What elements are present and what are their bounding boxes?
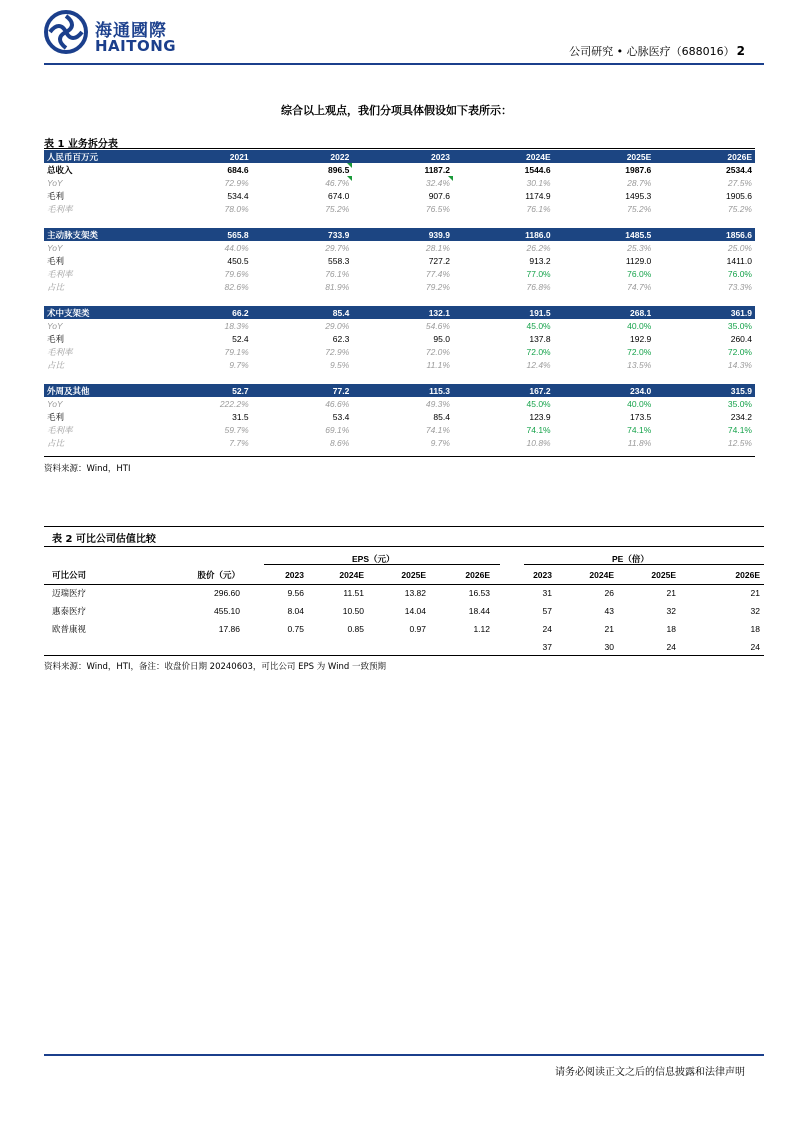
logo-english-name: HAITONG (95, 37, 177, 55)
table-cell: 76.0% (627, 268, 652, 279)
table-cell: 40.0% (627, 398, 652, 409)
table-row (44, 384, 755, 397)
table-cell: 24 (750, 642, 760, 652)
table-cell: 30 (604, 642, 614, 652)
table-cell: 35.0% (727, 398, 752, 409)
table-row (44, 150, 755, 163)
table-cell: 79.6% (224, 268, 249, 279)
table-cell: 76.0% (727, 268, 752, 279)
table-cell: 684.6 (227, 164, 249, 175)
table-cell: 674.0 (328, 190, 350, 201)
table-row (44, 436, 755, 449)
table-row (44, 189, 755, 202)
table-cell: 16.53 (468, 588, 490, 598)
haitong-emblem-icon (44, 10, 88, 54)
table-cell: 28.7% (627, 177, 652, 188)
page-number: 2 (736, 44, 745, 58)
table-cell: 234.2 (730, 411, 752, 422)
table-cell: 123.9 (529, 411, 551, 422)
table-cell: 132.1 (352, 306, 453, 319)
table-cell: 1495.3 (625, 190, 652, 201)
table-cell: 85.4 (433, 411, 450, 422)
table-cell: 0.97 (409, 624, 426, 634)
table-cell: 191.5 (453, 306, 554, 319)
table-cell: 10.50 (342, 606, 364, 616)
table-cell: 2024E (453, 150, 554, 163)
table-cell: 26 (604, 588, 614, 598)
table-cell: 76.1% (526, 203, 551, 214)
table-cell: 173.5 (630, 411, 652, 422)
row-label: YoY (47, 320, 63, 331)
table-cell: 66.2 (151, 306, 252, 319)
table-row (44, 566, 764, 584)
table-cell: 939.9 (352, 228, 453, 241)
table-cell: 192.9 (630, 333, 652, 344)
table-cell: 450.5 (227, 255, 249, 266)
table-cell: 46.7% (252, 176, 353, 189)
table-cell: 21 (750, 588, 760, 598)
table-row (44, 306, 755, 319)
table-cell: 268.1 (554, 306, 655, 319)
table-cell: 296.60 (214, 588, 240, 598)
row-label: 术中支架类 (44, 306, 151, 319)
table-cell: 733.9 (252, 228, 353, 241)
table-cell: 315.9 (654, 384, 755, 397)
company-name: 可比公司 (52, 570, 87, 580)
table-cell: 2024E (339, 570, 364, 580)
table-cell (308, 638, 368, 656)
table-cell: 1186.0 (453, 228, 554, 241)
table-cell: 9.7% (430, 437, 450, 448)
table1-title: 表 1 业务拆分表 (44, 139, 118, 150)
table-cell: 1987.6 (625, 164, 652, 175)
row-label: YoY (47, 177, 63, 188)
table1-source: 资料来源：Wind，HTI (44, 464, 131, 474)
table-cell: 9.7% (229, 359, 249, 370)
table-cell: 75.2% (727, 203, 752, 214)
table-row (44, 241, 755, 254)
table-row (44, 163, 755, 176)
table-cell: 77.0% (526, 268, 551, 279)
table-cell: 2025E (651, 570, 676, 580)
row-label: 毛利率 (47, 424, 73, 435)
table-cell: 14.04 (404, 606, 426, 616)
table-cell: 31 (542, 588, 552, 598)
table-cell (430, 638, 494, 656)
table-cell: 1485.5 (554, 228, 655, 241)
table-cell: 534.4 (227, 190, 249, 201)
company-name: 迈瑞医疗 (52, 588, 87, 598)
table-cell: 1544.6 (524, 164, 551, 175)
row-label: YoY (47, 398, 63, 409)
table2-column-rule (44, 584, 764, 585)
table-cell: 2023 (285, 570, 304, 580)
table-cell: 79.1% (224, 346, 249, 357)
eps-group-rule (264, 564, 500, 565)
table-cell: 11.51 (343, 588, 364, 598)
table-cell: 78.0% (224, 203, 249, 214)
table-cell: 13.5% (627, 359, 652, 370)
table-cell: 95.0 (433, 333, 450, 344)
table-cell: 35.0% (727, 320, 752, 331)
table-cell: 896.5 (252, 163, 353, 176)
table-cell (244, 638, 308, 656)
table-row (44, 584, 764, 602)
spacer-cell (44, 293, 755, 306)
table-cell: 2025E (401, 570, 426, 580)
table-cell: 913.2 (529, 255, 551, 266)
table-cell: 30.1% (526, 177, 551, 188)
table-cell: 2022 (252, 150, 353, 163)
row-label: 毛利率 (47, 346, 73, 357)
row-label: 毛利 (47, 333, 65, 344)
table-cell: 53.4 (332, 411, 350, 422)
table-cell: 1905.6 (726, 190, 752, 201)
table-row (44, 358, 755, 371)
table-row (44, 267, 755, 280)
table-cell: 1.12 (473, 624, 490, 634)
table-row (44, 397, 755, 410)
table2-top-rule (44, 526, 764, 527)
table-cell: 26.2% (526, 242, 551, 253)
table-cell: 32 (666, 606, 676, 616)
table-cell: 361.9 (654, 306, 755, 319)
table-cell: 29.7% (325, 242, 350, 253)
table-cell: 10.8% (526, 437, 551, 448)
comparable-valuation-table (44, 566, 764, 656)
table-cell: 72.9% (224, 177, 249, 188)
table-cell: 234.0 (554, 384, 655, 397)
table1-bottom-rule (44, 456, 755, 457)
table-cell: 40.0% (627, 320, 652, 331)
row-label: 总收入 (47, 164, 73, 175)
row-label: 人民币百万元 (44, 150, 151, 163)
table-row (44, 280, 755, 293)
table-cell: 82.6% (224, 281, 249, 292)
table-cell: 52.7 (151, 384, 252, 397)
table-cell: 28.1% (425, 242, 450, 253)
spacer-cell (44, 371, 755, 384)
table-cell: 11.1% (426, 359, 450, 370)
haitong-logo (44, 10, 194, 54)
table-cell: 69.1% (325, 424, 350, 435)
table-cell (368, 638, 430, 656)
table2-source: 资料来源：Wind，HTI，备注：收盘价日期 20240603，可比公司 EPS 为 Wind 一致预期 (44, 662, 386, 672)
table-cell: 8.04 (287, 606, 304, 616)
table-cell: 43 (604, 606, 614, 616)
table-cell: 115.3 (352, 384, 453, 397)
row-label: 占比 (47, 437, 65, 448)
table-cell: 45.0% (526, 320, 551, 331)
table-cell: 74.1% (425, 424, 450, 435)
report-header-label (569, 43, 745, 59)
table2-title: 表 2 可比公司估值比较 (52, 534, 156, 545)
table-cell: 72.0% (727, 346, 752, 357)
table-cell: 17.86 (218, 624, 240, 634)
table-cell: 565.8 (151, 228, 252, 241)
table-cell: 11.8% (627, 437, 652, 448)
table-cell: 2023 (352, 150, 453, 163)
table-cell: 32 (750, 606, 760, 616)
table-cell: 18 (750, 624, 760, 634)
table-cell: 8.6% (329, 437, 350, 448)
table-cell: 27.5% (727, 177, 752, 188)
table-cell: 1856.6 (654, 228, 755, 241)
table-cell: 167.2 (453, 384, 554, 397)
table-cell: 74.1% (526, 424, 551, 435)
table-cell: 73.3% (727, 281, 752, 292)
row-label: YoY (47, 242, 63, 253)
table-cell: 72.0% (526, 346, 551, 357)
table-cell: 2025E (554, 150, 655, 163)
table-cell: 74.1% (727, 424, 752, 435)
logo-chinese-name: 海通國際 (95, 21, 167, 41)
table-row (44, 319, 755, 332)
table-cell: 29.0% (325, 320, 350, 331)
table2-bottom-rule (44, 655, 764, 656)
row-label: 占比 (47, 281, 65, 292)
table-cell: 72.0% (627, 346, 652, 357)
table-cell: 76.1% (325, 268, 350, 279)
table-cell: 12.5% (727, 437, 752, 448)
table-row (44, 423, 755, 436)
row-label: 主动脉支架类 (44, 228, 151, 241)
table-cell: 21 (604, 624, 614, 634)
table-cell: 49.3% (425, 398, 450, 409)
table-cell: 25.0% (727, 242, 752, 253)
table-cell: 455.10 (214, 606, 240, 616)
table-cell: 24 (666, 642, 676, 652)
table-row (44, 254, 755, 267)
table-cell: 74.7% (627, 281, 652, 292)
table-cell: 32.4% (352, 176, 453, 189)
table-cell: 7.7% (229, 437, 249, 448)
table-cell: 25.3% (627, 242, 652, 253)
table-cell: 52.4 (232, 333, 249, 344)
table-cell: 31.5 (232, 411, 249, 422)
row-label: 毛利 (47, 190, 65, 201)
table-cell: 558.3 (328, 255, 350, 266)
business-split-table (44, 150, 755, 449)
header-rule (44, 63, 764, 65)
table-cell: 75.2% (627, 203, 652, 214)
table-row (44, 228, 755, 241)
table-cell: 21 (666, 588, 676, 598)
table-cell: 77.4% (425, 268, 450, 279)
table-cell: 18.44 (468, 606, 490, 616)
table-cell: 57 (542, 606, 552, 616)
table-cell: 0.85 (347, 624, 364, 634)
table-cell: 727.2 (428, 255, 450, 266)
table-cell: 2026E (465, 570, 490, 580)
table-cell: 股价（元） (197, 570, 240, 580)
row-label: 毛利 (47, 411, 65, 422)
eps-group-label: EPS（元） (352, 554, 395, 564)
spacer-row (44, 293, 755, 306)
table-cell: 1411.0 (726, 255, 752, 266)
table-cell: 2021 (151, 150, 252, 163)
table-cell: 37 (542, 642, 552, 652)
table-cell: 74.1% (627, 424, 652, 435)
spacer-cell (44, 215, 755, 228)
footer-rule (44, 1054, 764, 1056)
table-cell: 2534.4 (726, 164, 752, 175)
spacer-row (44, 371, 755, 384)
table-cell: 18.3% (224, 320, 249, 331)
row-label: 毛利 (47, 255, 65, 266)
row-label: 外周及其他 (44, 384, 151, 397)
table-cell: 0.75 (287, 624, 304, 634)
table-cell: 46.6% (325, 398, 350, 409)
table-cell: 76.5% (425, 203, 450, 214)
table-row (44, 202, 755, 215)
table-cell: 260.4 (730, 333, 752, 344)
table-cell: 45.0% (526, 398, 551, 409)
table-cell: 85.4 (252, 306, 353, 319)
table-cell: 9.5% (329, 359, 350, 370)
table-cell: 137.8 (529, 333, 551, 344)
table-cell: 76.8% (526, 281, 551, 292)
table-cell: 1187.2 (424, 164, 450, 175)
table-cell: 24 (542, 624, 552, 634)
report-label: 公司研究 • 心脉医疗（688016） (569, 45, 735, 58)
table-cell: 222.2% (219, 398, 249, 409)
table-cell: 2024E (589, 570, 614, 580)
table-cell: 2023 (533, 570, 552, 580)
table1-top-rule (44, 148, 755, 149)
table-cell: 77.2 (252, 384, 353, 397)
table-cell: 44.0% (224, 242, 249, 253)
row-label: 占比 (47, 359, 65, 370)
table-cell: 54.6% (425, 320, 450, 331)
table-cell: 59.7% (224, 424, 249, 435)
table-cell: 1129.0 (625, 255, 652, 266)
row-label: 毛利率 (47, 203, 73, 214)
table-cell: 2026E (735, 570, 760, 580)
table-cell: 81.9% (325, 281, 350, 292)
table-cell: 62.3 (332, 333, 350, 344)
table-row (44, 332, 755, 345)
table-cell (140, 638, 244, 656)
table-row (44, 176, 755, 189)
table-cell: 18 (666, 624, 676, 634)
table-cell: 72.0% (425, 346, 450, 357)
table-cell: 12.4% (526, 359, 551, 370)
table-cell: 13.82 (404, 588, 426, 598)
company-name (44, 638, 140, 656)
footer-disclaimer: 请务必阅读正文之后的信息披露和法律声明 (555, 1067, 745, 1078)
table-cell: 14.3% (727, 359, 752, 370)
intro-sentence: 综合以上观点，我们分项具体假设如下表所示： (281, 104, 512, 117)
table-row (44, 345, 755, 358)
company-name: 欧普康视 (52, 624, 87, 634)
table-cell: 72.9% (325, 346, 350, 357)
pe-group-rule (524, 564, 764, 565)
table2-header-rule (44, 546, 764, 547)
table-cell: 2026E (654, 150, 755, 163)
table-cell: 75.2% (325, 203, 350, 214)
table-cell: 9.56 (287, 588, 304, 598)
table-row (44, 410, 755, 423)
row-label: 毛利率 (47, 268, 73, 279)
table-cell: 907.6 (428, 190, 450, 201)
table-cell: 79.2% (425, 281, 450, 292)
table-row (44, 620, 764, 638)
spacer-row (44, 215, 755, 228)
company-name: 惠泰医疗 (52, 606, 87, 616)
table-row (44, 638, 764, 656)
table-row (44, 602, 764, 620)
pe-group-label: PE（倍） (612, 554, 649, 564)
table-cell: 1174.9 (525, 190, 551, 201)
